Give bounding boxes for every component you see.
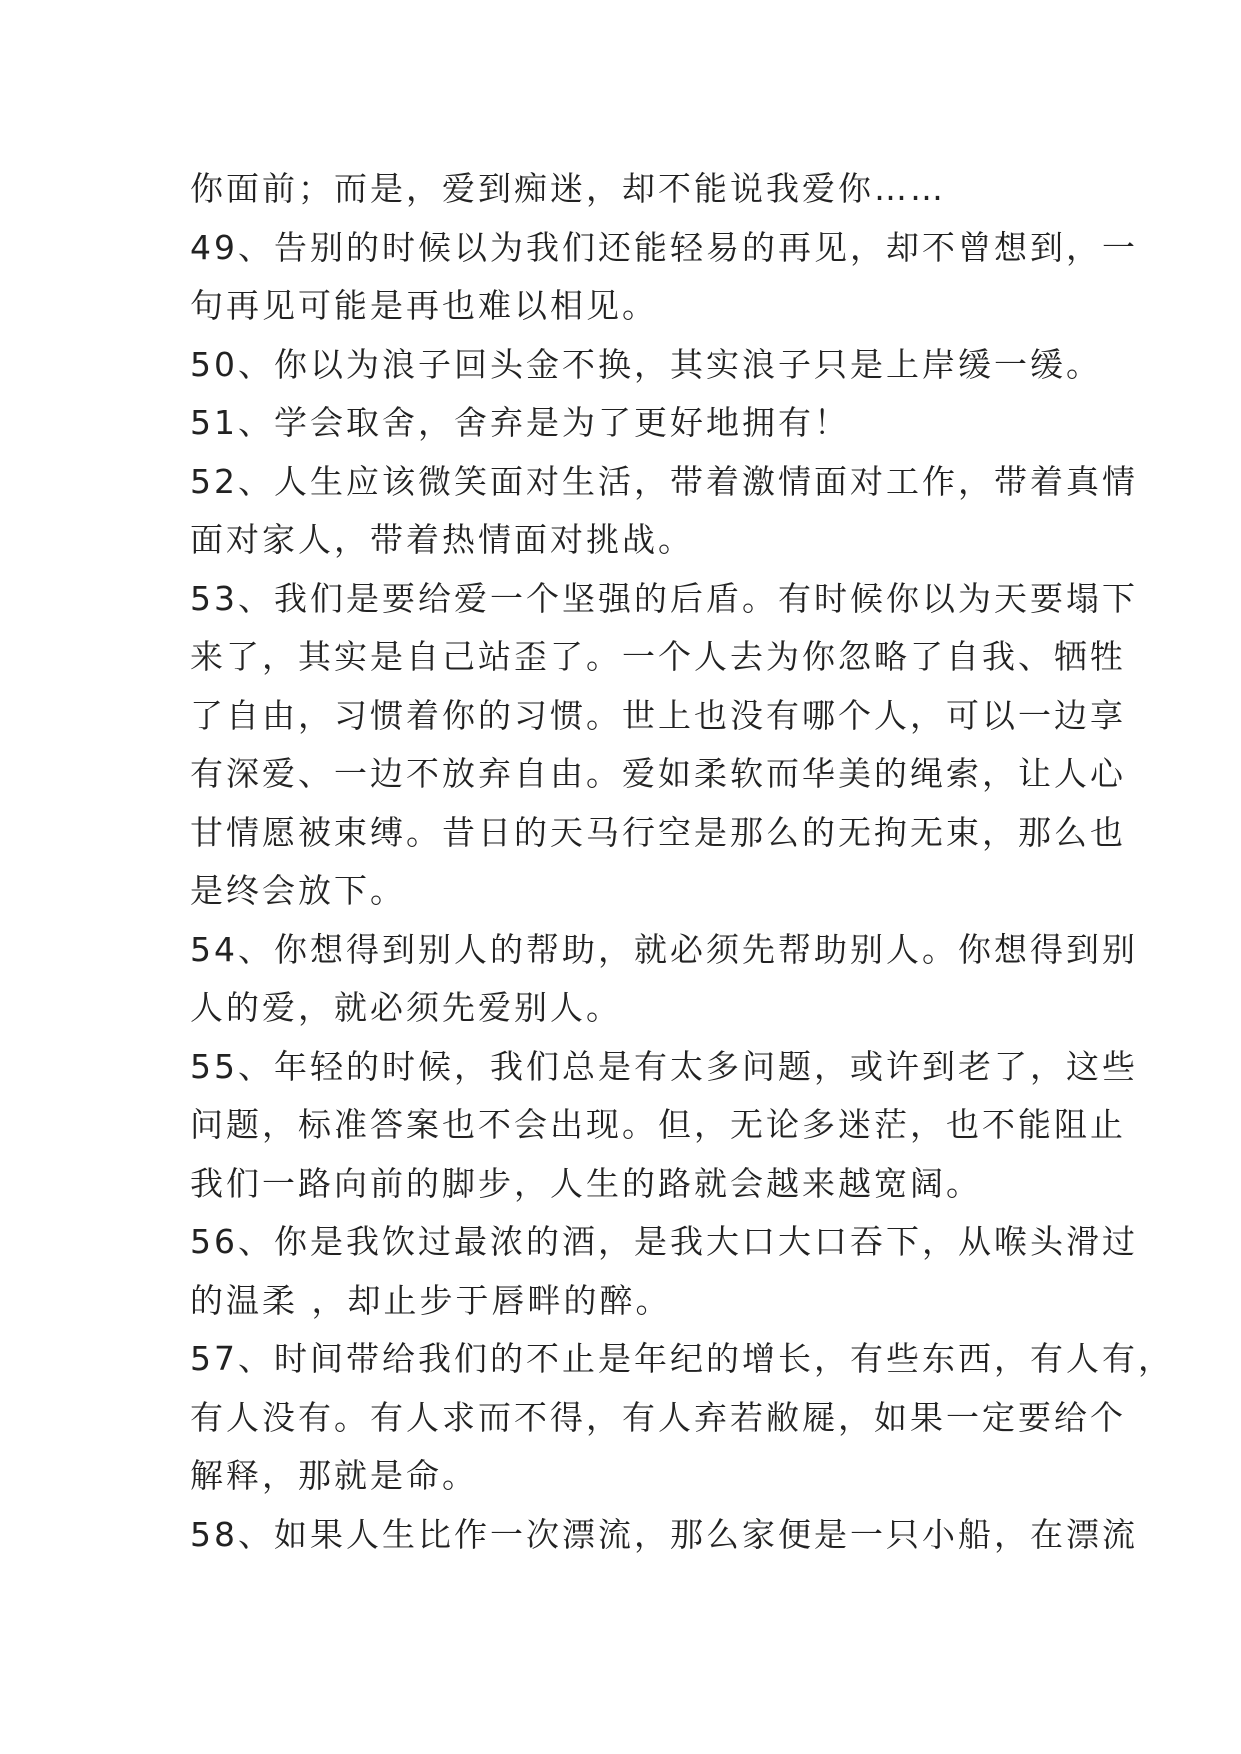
text-line: 49、告别的时候以为我们还能轻易的再见，却不曾想到，一 [190,227,1138,267]
text-line: 是终会放下。 [190,871,406,910]
text-line: 56、你是我饮过最浓的酒，是我大口大口吞下，从喉头滑过 [190,1222,1138,1261]
text-line: 50、你以为浪子回头金不换，其实浪子只是上岸缓一缓。 [190,344,1102,384]
text-line: 人的爱，就必须先爱别人。 [190,988,622,1027]
text-line: 你面前；而是，爱到痴迷，却不能说我爱你…… [190,169,946,208]
text-line: 55、年轻的时候，我们总是有太多问题，或许到老了，这些 [190,1046,1138,1086]
text-line: 有人没有。有人求而不得，有人弃若敝屣，如果一定要给个 [190,1397,1126,1437]
text-line: 52、人生应该微笑面对生活，带着激情面对工作，带着真情 [190,461,1138,501]
text-line: 问题，标准答案也不会出现。但，无论多迷茫，也不能阻止 [190,1105,1126,1144]
text-line: 57、时间带给我们的不止是年纪的增长，有些东西，有人有， [190,1339,1174,1378]
text-line: 面对家人，带着热情面对挑战。 [190,520,694,559]
text-line: 来了，其实是自己站歪了。一个人去为你忽略了自我、牺牲 [190,637,1126,676]
text-line: 的温柔 ，却止步于唇畔的醉。 [190,1280,672,1320]
body-text [190,160,1174,1564]
text-line: 58、如果人生比作一次漂流，那么家便是一只小船，在漂流 [190,1514,1138,1554]
text-line: 甘情愿被束缚。昔日的天马行空是那么的无拘无束，那么也 [190,812,1126,852]
text-line: 54、你想得到别人的帮助，就必须先帮助别人。你想得到别 [190,929,1138,969]
text-line: 了自由，习惯着你的习惯。世上也没有哪个人，可以一边享 [190,695,1126,735]
text-line: 有深爱、一边不放弃自由。爱如柔软而华美的绳索，让人心 [190,754,1126,793]
text-line: 我们一路向前的脚步，人生的路就会越来越宽阔。 [190,1163,982,1203]
text-line: 53、我们是要给爱一个坚强的后盾。有时候你以为天要塌下 [190,578,1138,618]
text-line: 句再见可能是再也难以相见。 [190,286,658,325]
text-line: 解释，那就是命。 [190,1456,478,1495]
text-line: 51、学会取舍，舍弃是为了更好地拥有！ [190,403,850,442]
